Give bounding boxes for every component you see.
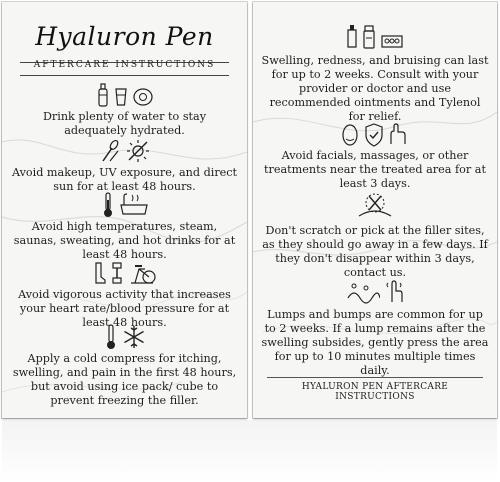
- card-subtitle: AFTERCARE INSTRUCTIONS: [33, 60, 216, 70]
- instruction-text: Avoid high temperatures, steam, saunas, sweating, and hot drinks for at least 48 hours.: [13, 220, 236, 261]
- instruction-text: Swelling, redness, and bruising can last for up to 2 weeks. Consult with your provider or doctor and use recommended ointments and Tylenol for relief.: [261, 54, 489, 123]
- face-icon: [340, 122, 360, 148]
- bathtub-icon: [119, 192, 149, 218]
- instruction-text: Drink plenty of water to stay adequately hydrated.: [42, 110, 207, 137]
- pill-bottle-icon: [362, 24, 376, 50]
- dumbbell-icon: [111, 261, 123, 285]
- card-footer: HYALURON PEN AFTERCARE INSTRUCTIONS: [267, 377, 483, 402]
- card-title: Hyaluron Pen: [35, 22, 214, 51]
- cold-thermometer-icon: [104, 324, 118, 350]
- card-reflection: [2, 420, 497, 482]
- glass-icon: [114, 83, 128, 107]
- instruction-item: [2, 324, 247, 408]
- instruction-item: [253, 278, 497, 378]
- thermometer-icon: [101, 192, 115, 218]
- skin-pick-icon: [357, 192, 393, 222]
- snowflake-icon: [122, 325, 146, 349]
- shield-check-icon: [364, 122, 384, 148]
- instruction-item: [253, 192, 497, 280]
- press-finger-icon: [384, 278, 404, 304]
- aftercare-card-back: [253, 2, 497, 418]
- hands-icon: [388, 122, 410, 148]
- instruction-item: [2, 138, 247, 194]
- instruction-text: Don't scratch or pick at the filler sites, as they should go away in a few days. If they don't disappear within 3 days, contact us.: [262, 224, 488, 279]
- instruction-item: [253, 122, 497, 191]
- instruction-text: Avoid facials, massages, or other treatments near the treated area for at least 3 days.: [264, 149, 486, 190]
- lump-icon: [346, 278, 380, 304]
- ointment-tube-icon: [346, 24, 358, 50]
- makeup-brush-icon: [100, 139, 122, 163]
- aftercare-card-front: [2, 2, 247, 418]
- instruction-item: [2, 82, 247, 138]
- pills-icon: [380, 24, 404, 50]
- sun-icon: [126, 139, 150, 163]
- shoes-icon: [93, 261, 107, 285]
- instruction-item: [2, 192, 247, 262]
- instruction-item: [253, 24, 497, 124]
- water-bottle-icon: [96, 83, 110, 107]
- instruction-text: Lumps and bumps are common for up to 2 weeks. If a lump remains after the swelling subsides, gently press the area for up to 10 minutes multiple times daily.: [261, 308, 489, 377]
- exercise-bike-icon: [127, 261, 157, 285]
- instruction-text: Apply a cold compress for itching, swelling, and pain in the first 48 hours, but avoid using ice pack/ cube to prevent freezing the filler.: [12, 352, 237, 407]
- instruction-item: [2, 260, 247, 330]
- instruction-text: Avoid makeup, UV exposure, and direct sun for at least 48 hours.: [11, 166, 238, 193]
- bottle-icon: [132, 83, 154, 107]
- instruction-text: Avoid vigorous activity that increases your heart rate/blood pressure for at least 48 hours.: [18, 288, 231, 329]
